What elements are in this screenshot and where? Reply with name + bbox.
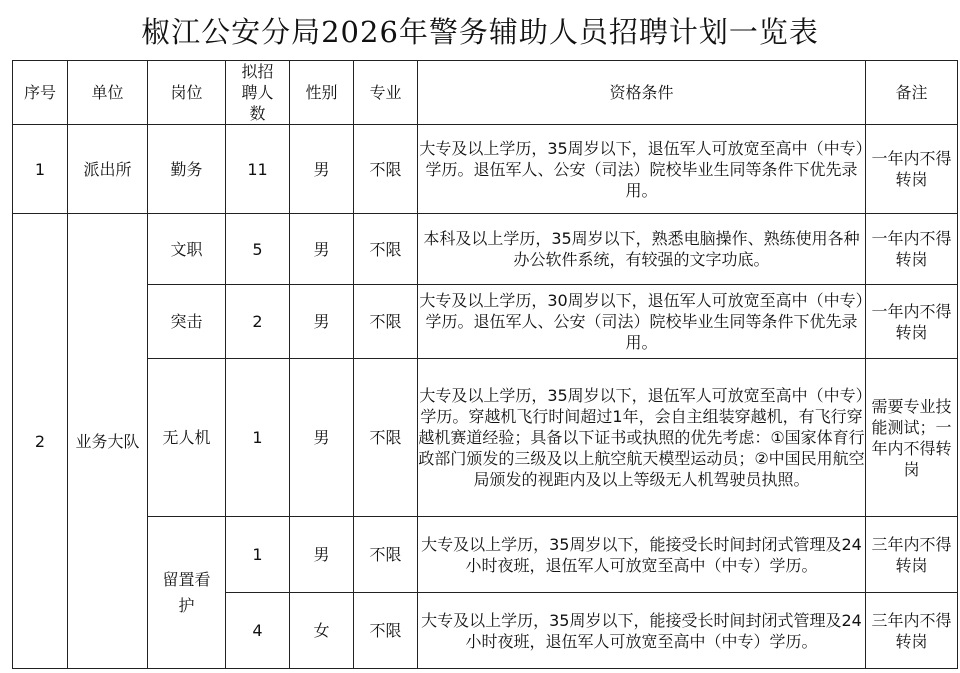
cell-count: 1 (226, 359, 290, 517)
header-gender: 性别 (290, 61, 354, 125)
page-title: 椒江公安分局2026年警务辅助人员招聘计划一览表 (141, 15, 819, 49)
cell-major: 不限 (354, 285, 418, 359)
cell-gender: 男 (290, 285, 354, 359)
cell-count: 4 (226, 593, 290, 669)
header-unit: 单位 (68, 61, 148, 125)
header-post: 岗位 (148, 61, 226, 125)
cell-requirements: 大专及以上学历，35周岁以下，退伍军人可放宽至高中（中专）学历。退伍军人、公安（司法）院校毕业生同等条件下优先录用。 (418, 125, 866, 214)
cell-requirements: 大专及以上学历，35周岁以下，能接受长时间封闭式管理及24小时夜班，退伍军人可放宽至高中（中专）学历。 (418, 593, 866, 669)
table-row (13, 359, 958, 517)
cell-gender: 女 (290, 593, 354, 669)
cell-remarks: 三年内不得转岗 (866, 517, 958, 593)
cell-index: 2 (13, 214, 68, 669)
cell-remarks: 一年内不得转岗 (866, 214, 958, 285)
cell-post: 无人机 (148, 359, 226, 517)
cell-count: 11 (226, 125, 290, 214)
cell-index: 1 (13, 125, 68, 214)
cell-post (148, 517, 226, 669)
cell-post: 文职 (148, 214, 226, 285)
header-index: 序号 (13, 61, 68, 125)
table-row (13, 214, 958, 285)
cell-gender: 男 (290, 125, 354, 214)
cell-gender: 男 (290, 359, 354, 517)
cell-requirements: 大专及以上学历，30周岁以下，退伍军人可放宽至高中（中专）学历。退伍军人、公安（司法）院校毕业生同等条件下优先录用。 (418, 285, 866, 359)
cell-major: 不限 (354, 593, 418, 669)
cell-count: 5 (226, 214, 290, 285)
cell-remarks: 三年内不得转岗 (866, 593, 958, 669)
cell-major: 不限 (354, 125, 418, 214)
header-row (13, 61, 958, 125)
cell-post-label: 留置看护 (162, 569, 211, 615)
header-remarks: 备注 (866, 61, 958, 125)
table-row (13, 285, 958, 359)
cell-requirements: 大专及以上学历，35周岁以下，退伍军人可放宽至高中（中专）学历。穿越机飞行时间超过1年，会自主组装穿越机，有飞行穿越机赛道经验；具备以下证书或执照的优先考虑：①国家体育行政部门颁发的三级及以上航空航天模型运动员；②中国民用航空局颁发的视距内及以上等级无人机驾驶员执照。 (418, 359, 866, 517)
cell-major: 不限 (354, 359, 418, 517)
table-row (13, 125, 958, 214)
cell-post: 勤务 (148, 125, 226, 214)
recruitment-plan-table (12, 60, 958, 669)
cell-gender: 男 (290, 214, 354, 285)
cell-unit: 业务大队 (68, 214, 148, 669)
table-row (13, 517, 958, 593)
cell-major: 不限 (354, 517, 418, 593)
cell-requirements: 大专及以上学历，35周岁以下，能接受长时间封闭式管理及24小时夜班，退伍军人可放宽至高中（中专）学历。 (418, 517, 866, 593)
cell-remarks: 一年内不得转岗 (866, 285, 958, 359)
cell-count: 1 (226, 517, 290, 593)
cell-remarks: 需要专业技能测试；一年内不得转岗 (866, 359, 958, 517)
cell-gender: 男 (290, 517, 354, 593)
header-count-label: 拟招聘人数 (241, 62, 274, 123)
cell-post: 突击 (148, 285, 226, 359)
cell-count: 2 (226, 285, 290, 359)
header-requirements: 资格条件 (418, 61, 866, 125)
header-major: 专业 (354, 61, 418, 125)
cell-unit: 派出所 (68, 125, 148, 214)
cell-remarks: 一年内不得转岗 (866, 125, 958, 214)
cell-major: 不限 (354, 214, 418, 285)
header-count (226, 61, 290, 125)
cell-requirements: 本科及以上学历，35周岁以下，熟悉电脑操作、熟练使用各种办公软件系统，有较强的文字功底。 (418, 214, 866, 285)
